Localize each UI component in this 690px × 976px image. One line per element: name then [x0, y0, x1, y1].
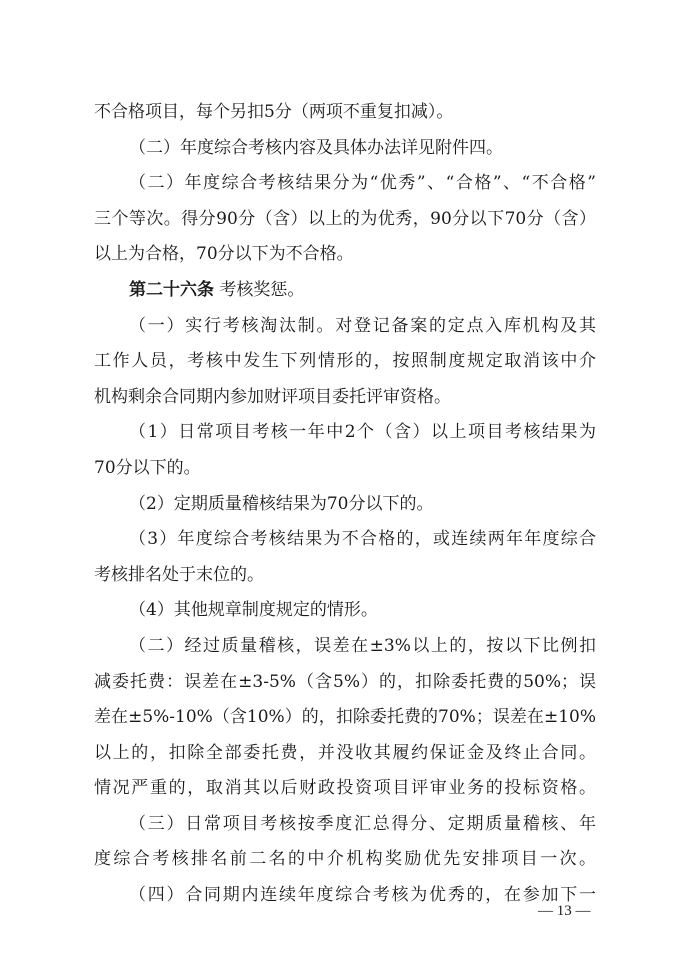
text-line: （三）日常项目考核按季度汇总得分、定期质量稽核、年: [129, 813, 596, 834]
text-line: [94, 273, 596, 309]
article-heading: 第二十六条: [129, 279, 214, 300]
text-line: （一）实行考核淘汰制。对登记备案的定点入库机构及其: [129, 315, 596, 336]
text-line: 70分以下的。: [94, 457, 201, 478]
page-number: — 13 —: [538, 903, 591, 919]
text-line: 度综合考核排名前二名的中介机构奖励优先安排项目一次。: [94, 849, 596, 870]
text-line: 机构剩余合同期内参加财评项目委托评审资格。: [94, 386, 451, 407]
text-line: 差在±5%-10%（含10%）的，扣除委托费的70%；误差在±10%: [94, 707, 596, 728]
text-line: （4）其他规章制度规定的情形。: [129, 600, 378, 621]
text-line: 以上为合格，70分以下为不合格。: [94, 244, 354, 265]
document-body: [94, 95, 596, 914]
text-line: （二）经过质量稽核，误差在±3%以上的，按以下比例扣: [129, 635, 596, 656]
text-line: 三个等次。得分90分（含）以上的为优秀，90分以下70分（含）: [94, 208, 596, 229]
text-line: 以上的，扣除全部委托费，并没收其履约保证金及终止合同。: [94, 742, 596, 763]
text-line: 情况严重的，取消其以后财政投资项目评审业务的投标资格。: [94, 778, 596, 799]
text-line: 考核排名处于末位的。: [94, 564, 264, 585]
text-line: （二）年度综合考核结果分为“优秀”、“合格”、“不合格”: [129, 173, 596, 194]
text-line: （1）日常项目考核一年中2个（含）以上项目考核结果为: [129, 422, 596, 443]
text-line: （3）年度综合考核结果为不合格的，或连续两年年度综合: [129, 529, 596, 550]
text-line: （2）定期质量稽核结果为70分以下的。: [129, 493, 434, 514]
text-line: （二）年度综合考核内容及具体办法详见附件四。: [129, 137, 503, 158]
text-line: （四）合同期内连续年度综合考核为优秀的，在参加下一: [129, 885, 596, 906]
text-line: 不合格项目，每个另扣5分（两项不重复扣减）。: [94, 102, 454, 122]
text-line: 减委托费：误差在±3-5%（含5%）的，扣除委托费的50%；误: [94, 671, 596, 692]
article-title: 考核奖惩。: [214, 279, 305, 300]
text-line: 工作人员，考核中发生下列情形的，按照制度规定取消该中介: [94, 351, 596, 372]
